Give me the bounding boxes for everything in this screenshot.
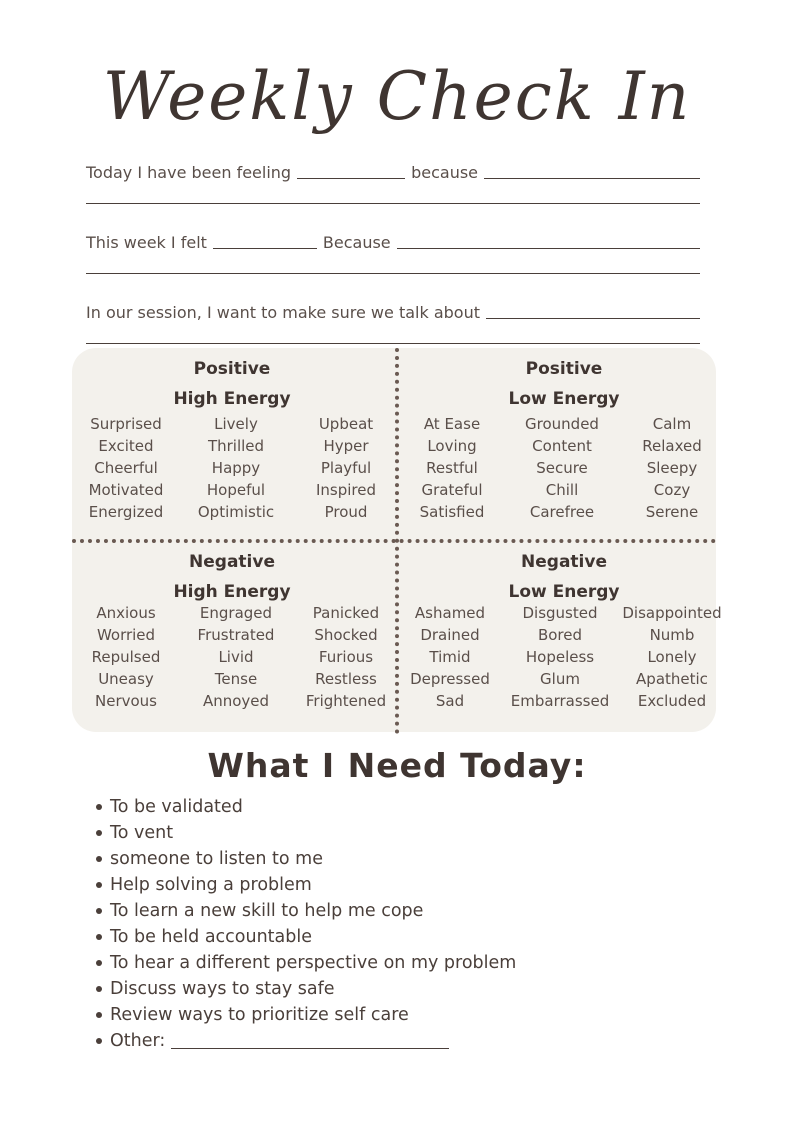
feeling-prompt	[86, 158, 700, 182]
emotion-word: Grateful	[421, 481, 483, 499]
emotion-word: Nervous	[95, 692, 157, 710]
feeling-reason-blank[interactable]	[484, 177, 700, 179]
quadrant-positive-low-words	[397, 415, 727, 525]
quadrant-positive-high-words	[71, 415, 401, 525]
session-label: In our session, I want to make sure we talk about	[86, 303, 480, 322]
bullet-icon	[96, 986, 102, 992]
need-item[interactable]: To vent	[96, 820, 516, 846]
emotion-word: Depressed	[410, 670, 490, 688]
need-item[interactable]: To hear a different perspective on my problem	[96, 950, 516, 976]
session-extra-line[interactable]	[86, 343, 700, 344]
emotion-word: Motivated	[88, 481, 164, 499]
emotion-word: Lonely	[647, 648, 697, 666]
emotion-word: Glum	[540, 670, 580, 688]
bullet-icon	[96, 830, 102, 836]
emotion-word: Uneasy	[98, 670, 154, 688]
emotion-word: Chill	[545, 481, 579, 499]
emotion-word: Cozy	[653, 481, 691, 499]
emotion-word: Relaxed	[642, 437, 702, 455]
emotion-word: Sleepy	[646, 459, 698, 477]
emotion-word: Drained	[420, 626, 480, 644]
bullet-icon	[96, 934, 102, 940]
emotion-word: Proud	[324, 503, 368, 521]
need-item[interactable]: To learn a new skill to help me cope	[96, 898, 516, 924]
emotion-word: Apathetic	[636, 670, 708, 688]
week-extra-line[interactable]	[86, 273, 700, 274]
feeling-because-label: because	[411, 163, 479, 182]
need-item[interactable]: someone to listen to me	[96, 846, 516, 872]
feeling-blank[interactable]	[297, 177, 405, 179]
emotion-word: Disgusted	[522, 604, 598, 622]
need-item[interactable]: Review ways to prioritize self care	[96, 1002, 516, 1028]
emotion-word: Timid	[429, 648, 471, 666]
emotion-word: Happy	[211, 459, 261, 477]
needs-title: What I Need Today:	[207, 746, 587, 785]
emotion-word: Thrilled	[207, 437, 265, 455]
week-blank[interactable]	[213, 247, 317, 249]
need-item-other[interactable]: Other:	[96, 1028, 516, 1054]
bullet-icon	[96, 1038, 102, 1044]
week-label: This week I felt	[86, 233, 207, 252]
horizontal-divider	[72, 539, 716, 543]
emotion-word: Satisfied	[419, 503, 485, 521]
emotion-word: Panicked	[312, 604, 380, 622]
week-because-label: Because	[322, 233, 391, 252]
emotion-word: Grounded	[525, 415, 599, 433]
emotion-word: Upbeat	[318, 415, 374, 433]
emotion-word: Serene	[645, 503, 699, 521]
emotion-word: Inspired	[315, 481, 377, 499]
feeling-label: Today I have been feeling	[86, 163, 292, 182]
emotion-word: Restless	[315, 670, 377, 688]
emotion-word: Secure	[536, 459, 588, 477]
session-prompt	[86, 298, 700, 322]
emotion-word: Livid	[218, 648, 254, 666]
need-item[interactable]: Help solving a problem	[96, 872, 516, 898]
needs-list	[96, 794, 516, 1054]
emotion-word: Annoyed	[202, 692, 270, 710]
bullet-icon	[96, 856, 102, 862]
emotion-word: Playful	[320, 459, 372, 477]
bullet-icon	[96, 804, 102, 810]
emotion-word: Restful	[426, 459, 478, 477]
need-item[interactable]: To be held accountable	[96, 924, 516, 950]
emotion-word: At Ease	[423, 415, 481, 433]
emotion-word: Engraged	[199, 604, 273, 622]
emotion-word: Numb	[649, 626, 695, 644]
emotion-word: Cheerful	[94, 459, 158, 477]
quadrant-negative-high-words	[71, 604, 401, 714]
bullet-icon	[96, 960, 102, 966]
emotion-word: Carefree	[529, 503, 595, 521]
emotion-word: Disappointed	[622, 604, 722, 622]
emotion-word: Repulsed	[91, 648, 161, 666]
emotion-word: Frustrated	[197, 626, 275, 644]
bullet-icon	[96, 882, 102, 888]
quadrant-positive-low-heading: Positive Low Energy	[508, 359, 620, 409]
emotion-word: Hopeful	[206, 481, 266, 499]
need-item[interactable]: To be validated	[96, 794, 516, 820]
emotion-word: Frightened	[305, 692, 387, 710]
week-reason-blank[interactable]	[397, 247, 700, 249]
feeling-extra-line[interactable]	[86, 203, 700, 204]
emotion-word: Excited	[98, 437, 154, 455]
emotion-word: Furious	[318, 648, 374, 666]
quadrant-negative-low-words	[397, 604, 727, 714]
emotion-word: Embarrassed	[510, 692, 610, 710]
session-blank[interactable]	[486, 317, 700, 319]
quadrant-negative-low-heading: Negative Low Energy	[508, 552, 620, 602]
quadrant-positive-high-heading: Positive High Energy	[173, 359, 291, 409]
emotion-word: Anxious	[96, 604, 156, 622]
week-prompt	[86, 228, 700, 252]
emotion-word: Bored	[537, 626, 583, 644]
emotion-word: Worried	[96, 626, 156, 644]
emotion-word: Sad	[435, 692, 465, 710]
emotion-word: Tense	[214, 670, 258, 688]
emotion-word: Energized	[88, 503, 164, 521]
emotion-word: Content	[532, 437, 592, 455]
emotion-word: Hyper	[323, 437, 369, 455]
emotion-word: Surprised	[90, 415, 162, 433]
emotion-word: Lively	[214, 415, 258, 433]
emotion-word: Hopeless	[525, 648, 595, 666]
emotion-word: Calm	[652, 415, 692, 433]
emotion-word: Loving	[427, 437, 477, 455]
bullet-icon	[96, 908, 102, 914]
emotion-word: Ashamed	[414, 604, 486, 622]
quadrant-negative-high-heading: Negative High Energy	[173, 552, 291, 602]
emotion-word: Optimistic	[197, 503, 275, 521]
need-item[interactable]: Discuss ways to stay safe	[96, 976, 516, 1002]
emotion-word: Excluded	[637, 692, 707, 710]
emotion-word: Shocked	[314, 626, 378, 644]
page-title: Weekly Check In	[102, 58, 692, 135]
bullet-icon	[96, 1012, 102, 1018]
other-blank[interactable]	[171, 1034, 449, 1049]
